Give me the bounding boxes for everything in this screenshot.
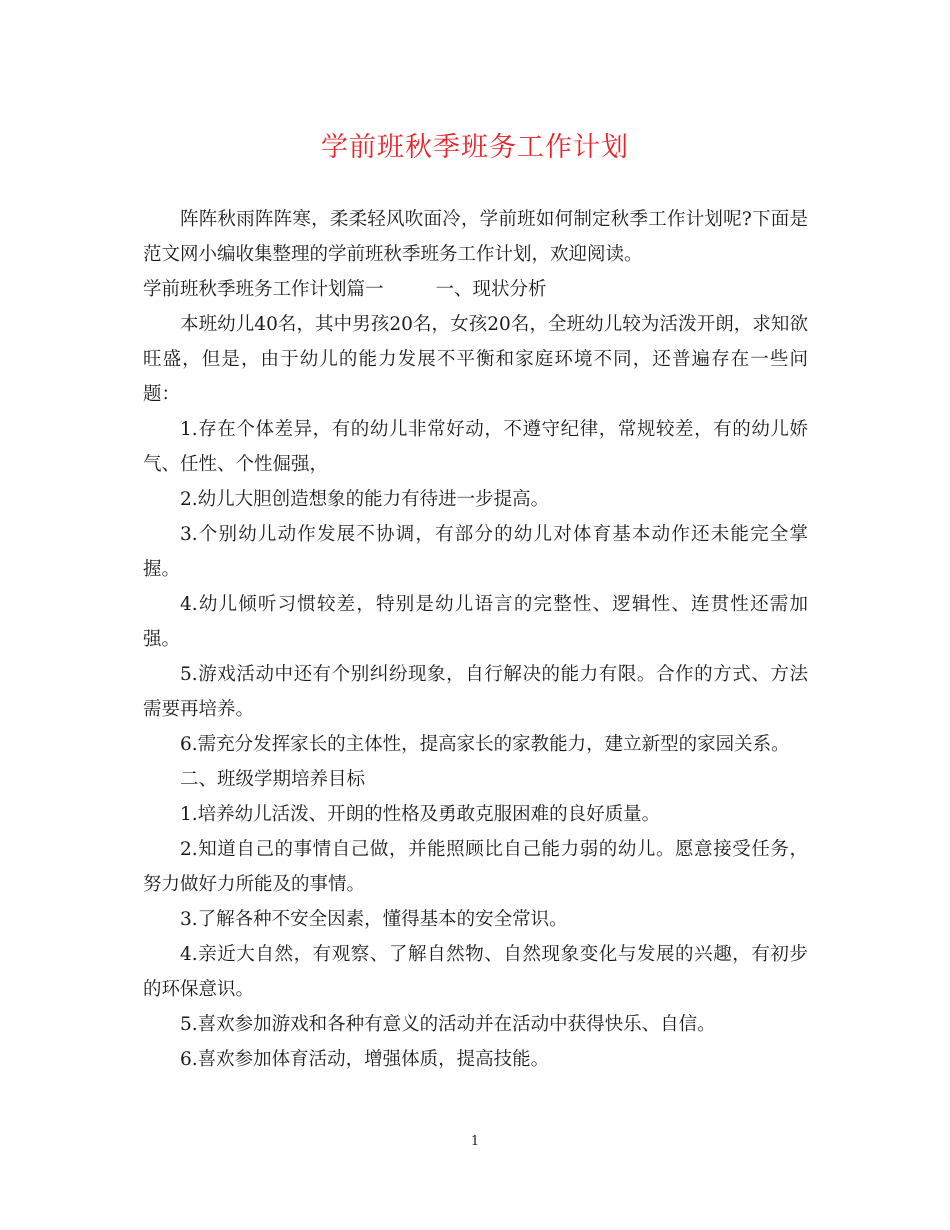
section1-paragraph: 4.幼儿倾听习惯较差，特别是幼儿语言的完整性、逻辑性、连贯性还需加强。 [143, 594, 808, 650]
section2-paragraph: 2.知道自己的事情自己做，并能照顾比自己能力弱的幼儿。愿意接受任务，努力做好力所能及的事情。 [143, 839, 808, 895]
section2-paragraph: 4.亲近大自然，有观察、了解自然物、自然现象变化与发展的兴趣，有初步的环保意识。 [143, 944, 808, 1000]
section1-paragraph: 5.游戏活动中还有个别纠纷现象，自行解决的能力有限。合作的方式、方法需要再培养。 [143, 664, 808, 720]
part-label: 学前班秋季班务工作计划篇一 [143, 279, 384, 300]
section2-heading: 二、班级学期培养目标 [180, 769, 366, 790]
section1-paragraph: 6.需充分发挥家长的主体性，提高家长的家教能力，建立新型的家园关系。 [180, 734, 790, 755]
section1-paragraph: 2.幼儿大胆创造想象的能力有待进一步提高。 [180, 489, 550, 510]
part-heading-line [143, 272, 808, 307]
section2-paragraph: 1.培养幼儿活泼、开朗的性格及勇敢克服困难的良好质量。 [180, 804, 661, 825]
intro-paragraph: 阵阵秋雨阵阵寒，柔柔轻风吹面冷，学前班如何制定秋季工作计划呢?下面是范文网小编收集整理的学前班秋季班务工作计划，欢迎阅读。 [143, 209, 808, 265]
document-title: 学前班秋季班务工作计划 [321, 132, 629, 163]
section2-paragraph: 6.喜欢参加体育活动，增强体质，提高技能。 [180, 1049, 550, 1070]
section1-paragraph: 3.个别幼儿动作发展不协调，有部分的幼儿对体育基本动作还未能完全掌握。 [143, 524, 808, 580]
section1-paragraph: 本班幼儿40名，其中男孩20名，女孩20名，全班幼儿较为活泼开朗，求知欲旺盛，但是，由于幼儿的能力发展不平衡和家庭环境不同，还普遍存在一些问题： [143, 314, 808, 405]
section2-paragraph: 5.喜欢参加游戏和各种有意义的活动并在活动中获得快乐、自信。 [180, 1014, 716, 1035]
section1-paragraph: 1.存在个体差异，有的幼儿非常好动，不遵守纪律，常规较差，有的幼儿娇气、任性、个性倔强， [143, 419, 808, 475]
document-body [143, 202, 808, 1077]
page-number: 1 [470, 1134, 480, 1149]
section1-heading: 一、现状分析 [435, 279, 547, 300]
section2-paragraph: 3.了解各种不安全因素，懂得基本的安全常识。 [180, 909, 568, 930]
